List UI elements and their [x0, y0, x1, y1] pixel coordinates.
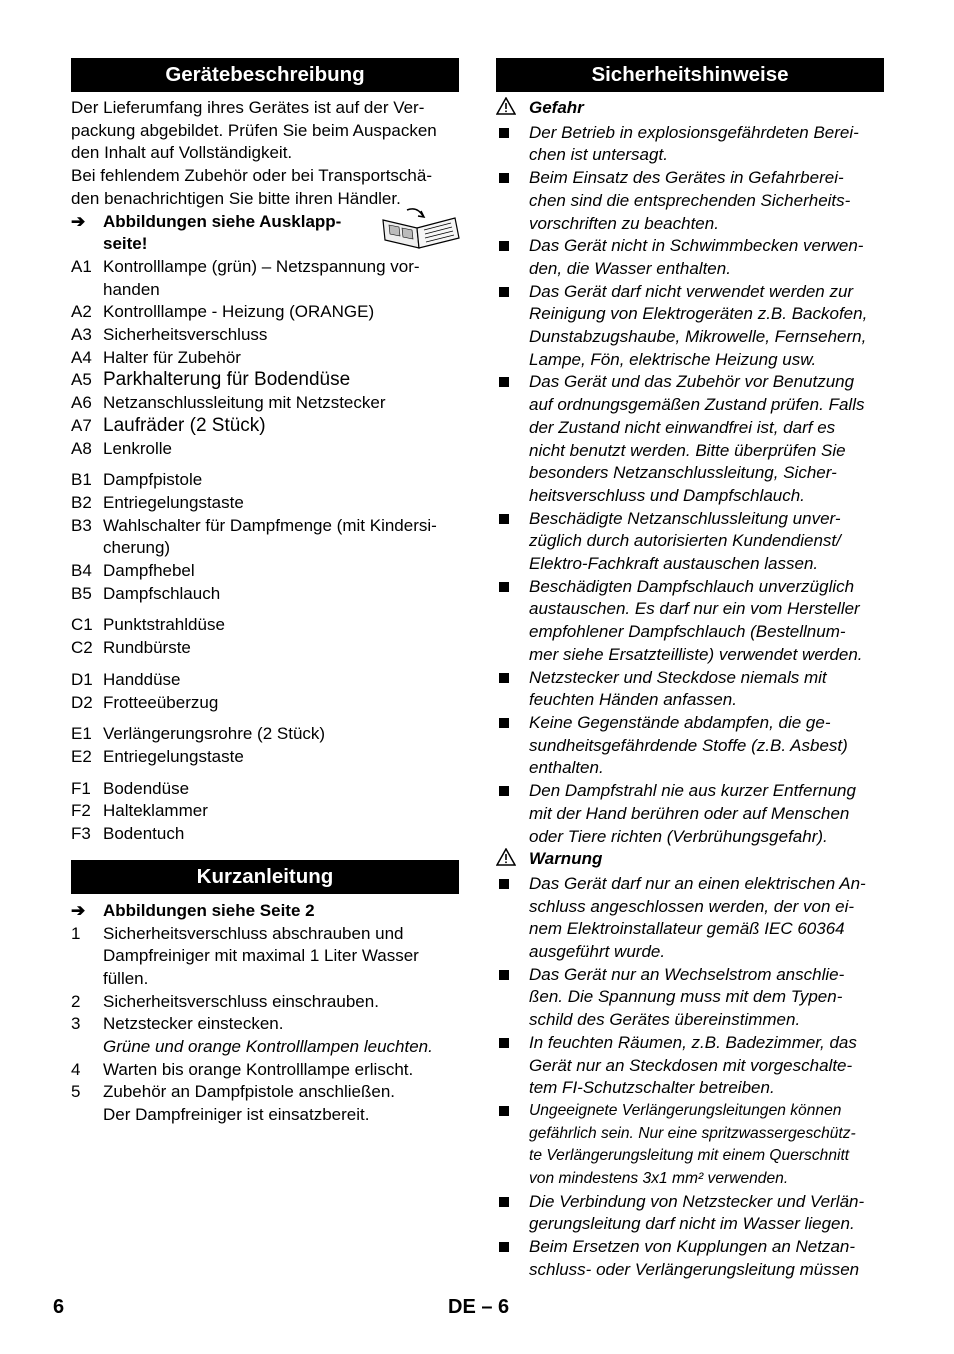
- bullet-line: Die Verbindung von Netzstecker und Verlän-: [529, 1191, 865, 1211]
- bullet-square-icon: [496, 1100, 529, 1191]
- intro-paragraph: [71, 97, 459, 211]
- list-item: F3 Bodentuch: [71, 824, 185, 844]
- bullet-square-icon: [496, 508, 529, 576]
- list-item: C2 Rundbürste: [71, 638, 191, 658]
- bullet-line: den, die Wasser enthalten.: [529, 258, 731, 278]
- list-item: B3 Wahlschalter für Dampfmenge (mit Kindersi- cherung): [71, 515, 437, 558]
- page-reference: ➔ Abbildungen siehe Seite 2: [71, 900, 459, 923]
- bullet-item: [496, 712, 884, 780]
- bullet-square-icon: [496, 873, 529, 964]
- list-item: D2 Frotteeüberzug: [71, 692, 219, 712]
- bullet-line: ßen. Die Spannung muss mit dem Typen-: [529, 987, 843, 1007]
- page-label: DE – 6: [448, 1296, 510, 1318]
- bullet-line: ausgeführt wurde.: [529, 942, 666, 962]
- bullet-item: [496, 1032, 884, 1100]
- bullet-item: [496, 122, 884, 167]
- bullet-line: chen sind die entsprechenden Sicherheits-: [529, 190, 851, 210]
- list-item: A8 Lenkrolle: [71, 438, 172, 458]
- bullet-line: mit der Hand berühren oder auf Menschen: [529, 803, 850, 823]
- bullet-line: Der Betrieb in explosionsgefährdeten Berei-: [529, 122, 859, 142]
- bullet-line: te Verlängerungsleitung mit einem Querschnitt: [529, 1147, 850, 1165]
- list-item: F2 Halteklammer: [71, 801, 208, 821]
- bullet-line: Das Gerät nur an Wechselstrom anschlie-: [529, 964, 845, 984]
- bullet-line: Elektro-Fachkraft austauschen lassen.: [529, 554, 819, 574]
- bullet-line: Ungeeignete Verlängerungsleitungen können: [529, 1101, 842, 1119]
- bullet-item: [496, 235, 884, 280]
- warning-label-row: [496, 848, 884, 873]
- step-item: 5 Zubehör an Dampfpistole anschließen. Der Dampfreiniger ist einsatzbereit.: [71, 1082, 395, 1125]
- list-item: F1 Bodendüse: [71, 778, 190, 798]
- bullet-line: besonders Netzanschlussleitung, Sicher-: [529, 463, 837, 483]
- bullet-square-icon: [496, 281, 529, 372]
- bullet-line: tem FI-Schutzschalter betreiben.: [529, 1078, 775, 1098]
- arrow-right-icon: ➔: [71, 900, 86, 920]
- list-item: E2 Entriegelungstaste: [71, 746, 244, 766]
- reference-text: Abbildungen siehe Ausklapp-: [103, 211, 342, 231]
- page-number: 6: [53, 1296, 65, 1318]
- foldout-reference: [71, 211, 459, 256]
- bullet-line: nem Elektroinstallateur gemäß IEC 60364: [529, 919, 845, 939]
- bullet-line: sundheitsgefährdende Stoffe (z.B. Asbest): [529, 735, 848, 755]
- list-item: B1 Dampfpistole: [71, 470, 203, 490]
- bullet-square-icon: [496, 167, 529, 235]
- bullet-line: schild des Gerätes übereinstimmen.: [529, 1010, 801, 1030]
- left-column: [71, 58, 459, 1127]
- bullet-line: Gerät nur an Steckdosen mit vorgeschalte-: [529, 1055, 853, 1075]
- bullet-item: [496, 167, 884, 235]
- bullet-square-icon: [496, 712, 529, 780]
- warning-triangle-icon: [496, 848, 529, 873]
- right-column: [496, 58, 884, 1282]
- step-item: 1 Sicherheitsverschluss abschrauben und Dampfreiniger mit maximal 1 Liter Wasser füllen.: [71, 923, 419, 988]
- bullet-item: [496, 576, 884, 667]
- steps-list: [71, 923, 459, 1127]
- list-item: A6 Netzanschlussleitung mit Netzstecker: [71, 393, 386, 413]
- bullet-line: enthalten.: [529, 758, 604, 778]
- bullet-line: mer siehe Ersatzteilliste) verwendet werden.: [529, 644, 863, 664]
- bullet-square-icon: [496, 576, 529, 667]
- list-item: E1 Verlängerungsrohre (2 Stück): [71, 724, 326, 744]
- section-heading-kurzanleitung: Kurzanleitung: [71, 860, 459, 894]
- bullet-item: [496, 508, 884, 576]
- bullet-line: chen ist untersagt.: [529, 145, 668, 165]
- bullet-line: züglich durch autorisierten Kundendienst/: [529, 531, 841, 551]
- bullet-line: Beschädigten Dampfschlauch unverzüglich: [529, 576, 855, 596]
- bullet-line: Beim Einsatz des Gerätes in Gefahrberei-: [529, 168, 844, 188]
- list-item: A7 Laufräder (2 Stück): [71, 414, 266, 436]
- list-item: C1 Punktstrahldüse: [71, 615, 225, 635]
- list-item: A1 Kontrolllampe (grün) – Netzspannung vor- handen: [71, 256, 420, 299]
- bullet-line: Reinigung von Elektrogeräten z.B. Backofen,: [529, 304, 868, 324]
- bullet-line: schluss angeschlossen werden, der von ei-: [529, 896, 855, 916]
- bullet-line: auf ordnungsgemäßen Zustand prüfen. Falls: [529, 395, 865, 415]
- bullet-line: Das Gerät nicht in Schwimmbecken verwen-: [529, 236, 864, 256]
- reference-text: seite!: [103, 234, 148, 254]
- bullet-item: [496, 281, 884, 372]
- bullet-line: oder Tiere richten (Verbrühungsgefahr).: [529, 826, 828, 846]
- bullet-item: [496, 667, 884, 712]
- bullet-line: Dunstabzugshaube, Mikrowelle, Fernsehern,: [529, 327, 867, 347]
- bullet-square-icon: [496, 235, 529, 280]
- step-item: 2 Sicherheitsverschluss einschrauben.: [71, 991, 379, 1011]
- bullet-square-icon: [496, 122, 529, 167]
- bullet-line: In feuchten Räumen, z.B. Badezimmer, das: [529, 1032, 857, 1052]
- list-item: A3 Sicherheitsverschluss: [71, 325, 268, 345]
- bullet-square-icon: [496, 1191, 529, 1236]
- bullet-line: gerungsleitung darf nicht im Wasser liegen.: [529, 1214, 855, 1234]
- list-item: B2 Entriegelungstaste: [71, 492, 244, 512]
- list-item: D1 Handdüse: [71, 669, 181, 689]
- intro-line: Der Lieferumfang ihres Gerätes ist auf der Ver-: [71, 98, 425, 117]
- list-item: A2 Kontrolllampe - Heizung (ORANGE): [71, 302, 375, 322]
- list-item: A4 Halter für Zubehör: [71, 347, 241, 367]
- bullet-line: Den Dampfstrahl nie aus kurzer Entfernung: [529, 781, 856, 801]
- bullet-item: [496, 1100, 884, 1191]
- list-item: A5 Parkhalterung für Bodendüse: [71, 369, 351, 391]
- bullet-line: Das Gerät und das Zubehör vor Benutzung: [529, 372, 855, 392]
- bullet-line: feuchten Händen anfassen.: [529, 690, 737, 710]
- bullet-square-icon: [496, 1032, 529, 1100]
- step-item: 4 Warten bis orange Kontrolllampe erlischt.: [71, 1059, 414, 1079]
- bullet-square-icon: [496, 780, 529, 848]
- step-note: Grüne und orange Kontrolllampen leuchten.: [103, 1037, 433, 1057]
- bullet-square-icon: [496, 667, 529, 712]
- open-book-icon: [379, 206, 461, 250]
- warning-triangle-icon: [496, 97, 529, 122]
- bullet-line: Keine Gegenstände abdampfen, die ge-: [529, 712, 831, 732]
- bullet-line: schluss- oder Verlängerungsleitung müssen: [529, 1259, 860, 1279]
- bullet-item: [496, 780, 884, 848]
- bullet-line: vorschriften zu beachten.: [529, 213, 719, 233]
- warning-label: Warnung: [529, 849, 603, 869]
- bullet-line: von mindestens 3x1 mm² verwenden.: [529, 1170, 789, 1188]
- bullet-line: Beim Ersetzen von Kupplungen an Netzan-: [529, 1237, 856, 1257]
- arrow-right-icon: ➔: [71, 211, 86, 231]
- bullet-item: [496, 371, 884, 507]
- bullet-square-icon: [496, 964, 529, 1032]
- bullet-square-icon: [496, 371, 529, 507]
- bullet-item: [496, 964, 884, 1032]
- intro-line: den Inhalt auf Vollständigkeit.: [71, 143, 293, 163]
- bullet-line: Lampe, Fön, elektrische Heizung usw.: [529, 349, 817, 369]
- danger-label: Gefahr: [529, 98, 584, 117]
- bullet-item: [496, 1191, 884, 1236]
- bullet-line: nicht benutzt werden. Bitte überprüfen Sie: [529, 440, 846, 460]
- bullet-item: [496, 873, 884, 964]
- warning-list: [496, 873, 884, 1282]
- bullet-line: gefährlich sein. Nur eine spritzwassergeschütz-: [529, 1124, 856, 1142]
- parts-list: [71, 256, 459, 846]
- bullet-line: der Zustand nicht einwandfrei ist, darf es: [529, 417, 836, 437]
- bullet-line: empfohlener Dampfschlauch (Bestellnum-: [529, 622, 846, 642]
- bullet-square-icon: [496, 1236, 529, 1281]
- bullet-line: Beschädigte Netzanschlussleitung unver-: [529, 508, 841, 528]
- bullet-line: heitsverschluss und Dampfschlauch.: [529, 485, 805, 505]
- list-item: B5 Dampfschlauch: [71, 583, 221, 603]
- intro-line: packung abgebildet. Prüfen Sie beim Auspacken: [71, 120, 437, 140]
- intro-line: den benachrichtigen Sie bitte ihren Händler.: [71, 188, 401, 208]
- step-item: 3 Netzstecker einstecken.: [71, 1014, 284, 1034]
- bullet-line: austauschen. Es darf nur ein vom Hersteller: [529, 599, 860, 619]
- section-heading-geraetebeschreibung: Gerätebeschreibung: [71, 58, 459, 92]
- section-heading-sicherheitshinweise: Sicherheitshinweise: [496, 58, 884, 92]
- intro-line: Bei fehlendem Zubehör oder bei Transportschä-: [71, 166, 432, 186]
- danger-label-row: [496, 97, 884, 122]
- list-item: B4 Dampfhebel: [71, 561, 195, 581]
- bullet-line: Das Gerät darf nicht verwendet werden zur: [529, 281, 854, 301]
- bullet-item: [496, 1236, 884, 1281]
- danger-list: [496, 122, 884, 849]
- bullet-line: Netzstecker und Steckdose niemals mit: [529, 667, 827, 687]
- bullet-line: Das Gerät darf nur an einen elektrischen An-: [529, 873, 866, 893]
